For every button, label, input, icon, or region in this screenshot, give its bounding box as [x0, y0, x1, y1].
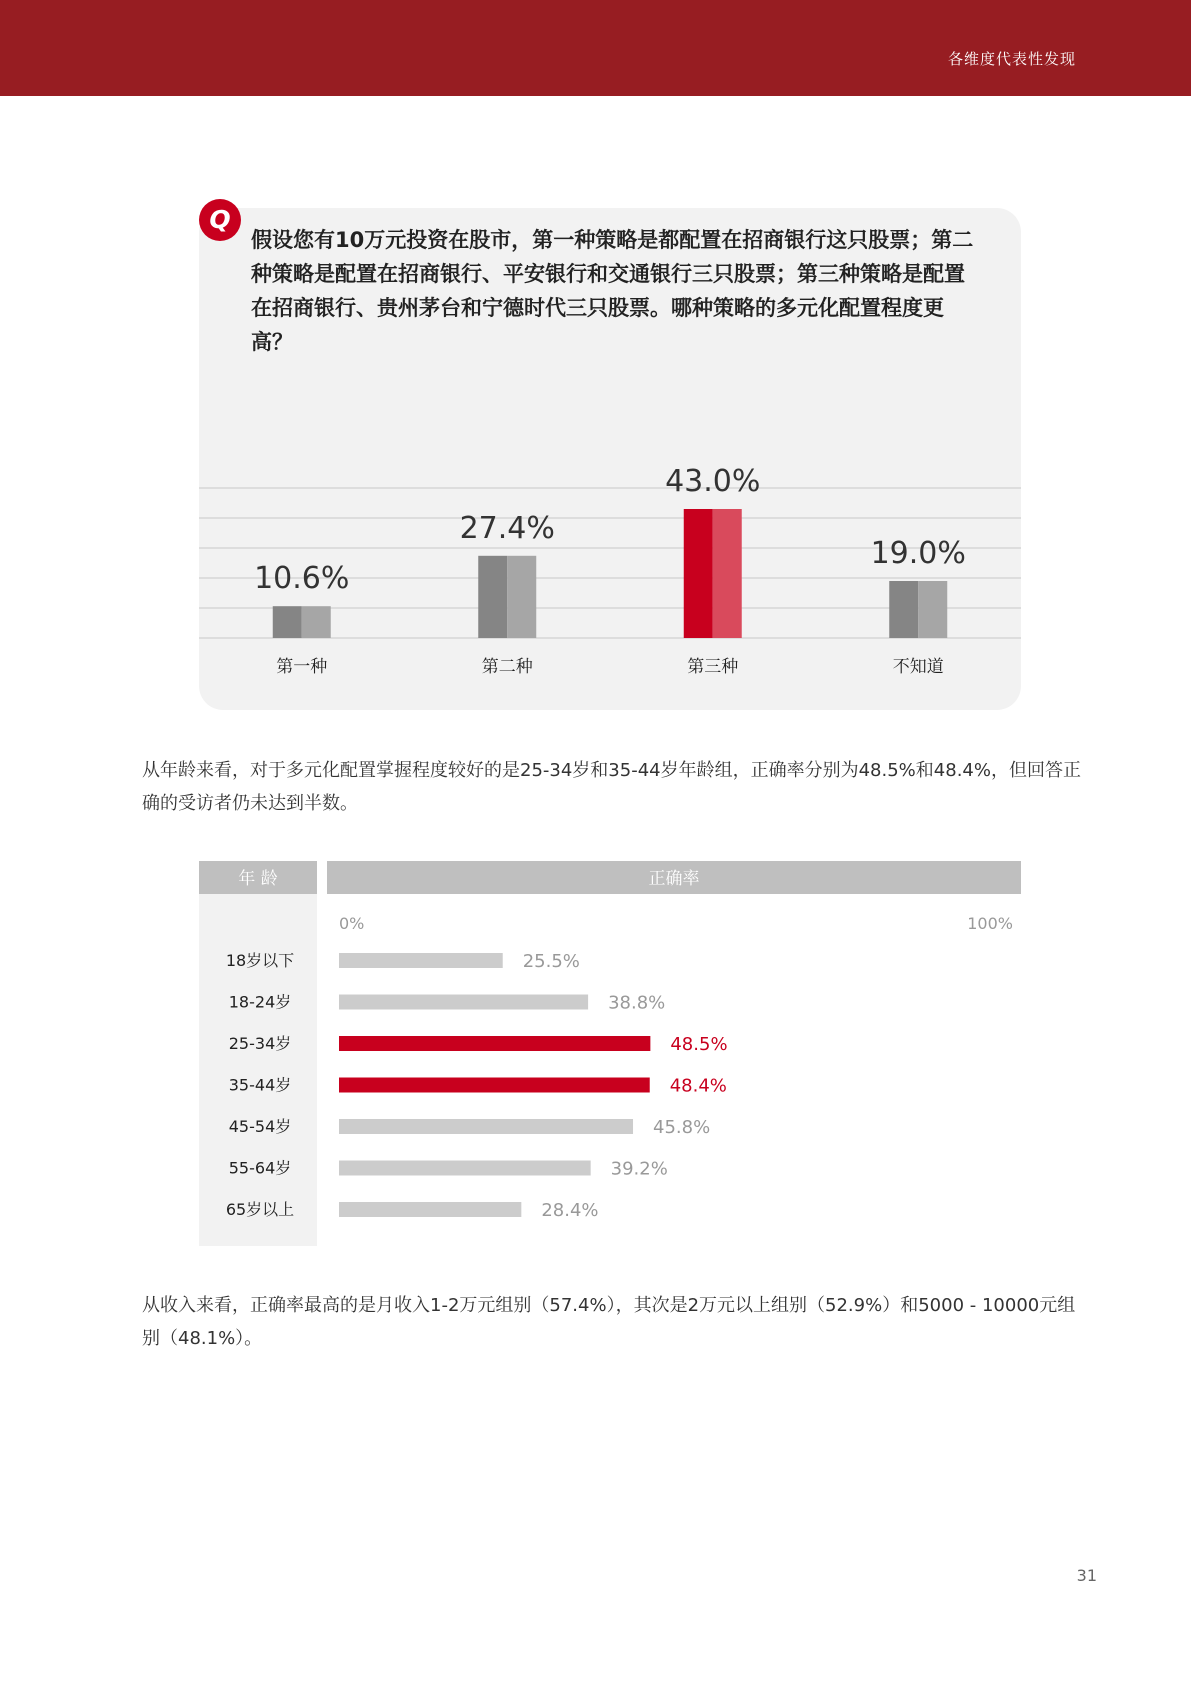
accuracy-value-label: 45.8%	[653, 1117, 711, 1138]
accuracy-bar	[339, 1119, 633, 1134]
accuracy-bar	[339, 1036, 650, 1051]
question-badge: Q	[199, 199, 241, 241]
age-group-label: 35-44岁	[228, 1075, 292, 1095]
income-paragraph: 从收入来看，正确率最高的是月收入1-2万元组别（57.4%），其次是2万元以上组别（52.9%）和5000 - 10000元组别（48.1%）。	[142, 1295, 1076, 1349]
age-accuracy-bar-chart	[199, 861, 1021, 1246]
data-label: 19.0%	[870, 536, 966, 571]
accuracy-bar	[339, 953, 503, 968]
category-label: 不知道	[892, 657, 944, 677]
bar-right-half	[507, 556, 536, 638]
age-group-label: 45-54岁	[228, 1117, 292, 1136]
accuracy-bar	[339, 995, 588, 1010]
bar-right-half	[302, 606, 331, 638]
age-paragraph: 从年龄来看，对于多元化配置掌握程度较好的是25-34岁和35-44岁年龄组，正确率分别为48.5%和48.4%，但回答正确的受访者仍未达到半数。	[142, 760, 1081, 814]
bar-right-half	[918, 581, 947, 638]
data-label: 27.4%	[459, 510, 555, 546]
accuracy-value-label: 48.4%	[669, 1075, 727, 1097]
strategy-answer-bar-chart	[199, 440, 1021, 690]
accuracy-value-label: 28.4%	[541, 1200, 599, 1221]
data-label: 43.0%	[665, 464, 761, 499]
age-group-label: 18岁以下	[225, 951, 295, 970]
axis-min-label: 0%	[339, 914, 365, 933]
bar-left-half	[684, 509, 713, 638]
bar-right-half	[713, 509, 742, 638]
bar-left-half	[478, 556, 507, 638]
accuracy-bar	[339, 1078, 650, 1093]
age-group-label: 18-24岁	[228, 992, 292, 1012]
accuracy-bar	[339, 1161, 591, 1176]
category-label: 第三种	[687, 657, 739, 677]
accuracy-value-label: 25.5%	[522, 951, 580, 972]
age-group-label: 25-34岁	[228, 1034, 292, 1053]
page-header	[0, 0, 1191, 96]
page-number: 31	[1076, 1566, 1097, 1585]
data-label: 10.6%	[254, 561, 350, 597]
accuracy-value-label: 48.5%	[670, 1034, 728, 1055]
accuracy-bar	[339, 1202, 521, 1217]
category-label: 第二种	[481, 657, 533, 677]
question-text: 假设您有10万元投资在股市，第一种策略是都配置在招商银行这只股票；第二种策略是配置在招商银行、平安银行和交通银行三只股票；第三种策略是配置在招商银行、贵州茅台和宁德时代三只股票。哪种策略的多元化配置程度更高？	[251, 228, 974, 354]
accuracy-value-label: 38.8%	[608, 992, 666, 1014]
age-group-label: 55-64岁	[228, 1158, 292, 1178]
category-column-bg	[199, 894, 317, 1246]
category-label: 第一种	[276, 657, 328, 677]
value-header: 正确率	[648, 869, 700, 889]
axis-max-label: 100%	[967, 914, 1013, 933]
header-title: 各维度代表性发现	[947, 50, 1076, 68]
bar-left-half	[273, 606, 302, 638]
category-header: 年 龄	[238, 869, 278, 889]
age-group-label: 65岁以上	[225, 1200, 295, 1219]
bar-left-half	[889, 581, 918, 638]
accuracy-value-label: 39.2%	[610, 1158, 668, 1180]
